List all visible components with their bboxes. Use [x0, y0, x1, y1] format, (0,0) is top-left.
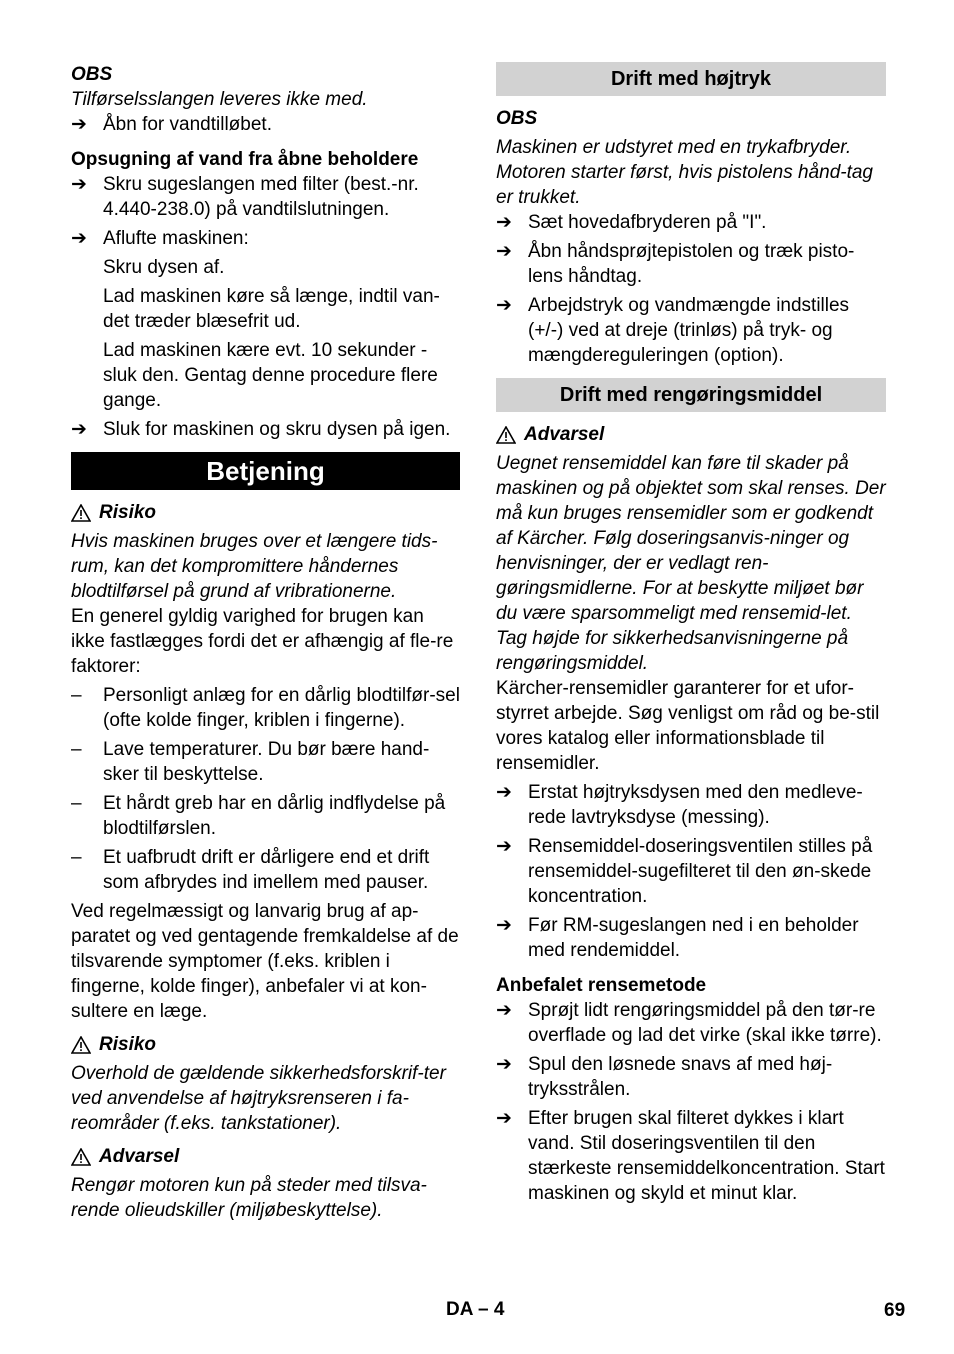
section-banner: Betjening [71, 452, 460, 490]
sub-step: Skru dysen af. [103, 257, 225, 278]
arrow-icon: ➔ [496, 1000, 512, 1021]
warning-text: Uegnet rensemiddel kan føre til skader på maskinen og på objektet som skal renses. Der må kun bruges rensemidler som er godkendt af Kärcher. Følg doseringsanvis-ninger og henvisninger, der er vedlagt ren-gøringsmidlerne. For at beskytte miljøet bør du være sparsommeligt med rensemid-let. [496, 453, 886, 624]
footer-section-label: DA – 4 [446, 1299, 505, 1320]
step-item: ➔ Arbejdstryk og vandmængde indstilles (+/-) ved at dreje (trinløs) på tryk- og mængdereguleringen (option). [496, 295, 850, 366]
warning-triangle-icon [71, 1148, 91, 1166]
dash-marker: – [71, 739, 82, 760]
arrow-icon: ➔ [496, 836, 512, 857]
note-text: Tag højde for sikkerhedsanvisningerne på rengøringsmiddel. [496, 628, 849, 674]
arrow-icon: ➔ [496, 1108, 512, 1129]
warning-heading: Advarsel [71, 1144, 460, 1169]
obs-text: Tilførselsslangen leveres ikke med. [71, 89, 368, 110]
section-subheading: Opsugning af vand fra åbne beholdere [71, 149, 419, 170]
step-item: ➔ Sluk for maskinen og skru dysen på igen. [71, 419, 451, 440]
step-item: ➔ Aflufte maskinen: [71, 228, 249, 249]
list-item: – Et hårdt greb har en dårlig indflydelse på blodtilførslen. [71, 793, 446, 839]
warning-text: Rengør motoren kun på steder med tilsva-rende olieudskiller (miljøbeskyttelse). [71, 1175, 427, 1221]
risk-heading: Risiko [71, 1032, 460, 1057]
step-item: ➔ Rensemiddel-doseringsventilen stilles på rensemiddel-sugefilteret til den øn-skede koncentration. [496, 836, 873, 907]
obs-label: OBS [71, 64, 113, 85]
step-item: ➔ Sæt hovedafbryderen på "I". [496, 212, 767, 233]
step-item: ➔ Åbn håndsprøjtepistolen og træk pisto-lens håndtag. [496, 241, 855, 287]
risk-heading: Risiko [71, 500, 460, 525]
step-item: ➔ Sprøjt lidt rengøringsmiddel på den tør-re overflade og lad det virke (skal ikke tørre). [496, 1000, 882, 1046]
sub-step: Lad maskinen køre så længe, indtil van-det træder blæsefrit ud. [103, 286, 440, 332]
right-column [496, 62, 886, 1206]
arrow-icon: ➔ [496, 241, 512, 262]
section-heading: Drift med rengøringsmiddel [496, 378, 886, 412]
dash-marker: – [71, 685, 82, 706]
section-subheading: Anbefalet rensemetode [496, 975, 707, 996]
sub-step: Lad maskinen kære evt. 10 sekunder - sluk den. Gentag denne procedure flere gange. [103, 340, 438, 411]
arrow-icon: ➔ [71, 419, 87, 440]
arrow-icon: ➔ [496, 212, 512, 233]
risk-text: Overhold de gældende sikkerhedsforskrif-ter ved anvendelse af højtryksrenseren i fa-reområder (f.eks. tankstationer). [71, 1063, 446, 1134]
list-item: – Personligt anlæg for en dårlig blodtilfør-sel (ofte kolde finger, kriblen i fingerne). [71, 685, 460, 731]
body-text: Ved regelmæssigt og lanvarig brug af ap-paratet og ved gentagende fremkaldelse af de tilsvarende symptomer (f.eks. kriblen i fingerne, kolde finger), anbefaler vi at kon-sultere en læge. [71, 901, 459, 1022]
body-text: Kärcher-rensemidler garanterer for et ufor-styrret arbejde. Søg venligst om råd og be-stil vores katalog eller informationsblade til rensemidler. [496, 678, 880, 774]
arrow-icon: ➔ [71, 114, 87, 135]
step-item: ➔ Erstat højtryksdysen med den medleve-rede lavtryksdyse (messing). [496, 782, 863, 828]
step-item: ➔ Spul den løsnede snavs af med høj-tryksstrålen. [496, 1054, 833, 1100]
step-item: ➔ Åbn for vandtilløbet. [71, 114, 272, 135]
obs-label: OBS [496, 108, 538, 129]
list-item: – Et uafbrudt drift er dårligere end et drift som afbrydes ind imellem med pauser. [71, 847, 430, 893]
step-item: ➔ Før RM-sugeslangen ned i en beholder med rendemiddel. [496, 915, 859, 961]
dash-marker: – [71, 793, 82, 814]
dash-marker: – [71, 847, 82, 868]
list-item: – Lave temperaturer. Du bør bære hand-sker til beskyttelse. [71, 739, 430, 785]
warning-triangle-icon [71, 504, 91, 522]
risk-text: Hvis maskinen bruges over et længere tids-rum, kan det kompromittere håndernes blodtilførsel på grund af vribrationerne. [71, 531, 438, 602]
left-column [71, 62, 460, 1223]
step-item: ➔ Skru sugeslangen med filter (best.-nr. 4.440-238.0) på vandtilslutningen. [71, 174, 419, 220]
warning-triangle-icon [496, 426, 516, 444]
warning-triangle-icon [71, 1036, 91, 1054]
arrow-icon: ➔ [496, 782, 512, 803]
arrow-icon: ➔ [71, 174, 87, 195]
obs-text: Maskinen er udstyret med en trykafbryder. Motoren starter først, hvis pistolens hånd-tag er trukket. [496, 137, 873, 208]
arrow-icon: ➔ [496, 1054, 512, 1075]
page-number: 69 [884, 1300, 906, 1321]
body-text: En generel gyldig varighed for brugen kan ikke fastlægges fordi det er afhængig af fle-re faktorer: [71, 606, 454, 677]
step-item: ➔ Efter brugen skal filteret dykkes i klart vand. Stil doseringsventilen til den stærkeste rensemiddelkoncentration. Start maskinen og skyld et minut klar. [496, 1108, 885, 1204]
warning-heading: Advarsel [496, 422, 886, 447]
section-heading: Drift med højtryk [496, 62, 886, 96]
arrow-icon: ➔ [496, 915, 512, 936]
arrow-icon: ➔ [496, 295, 512, 316]
arrow-icon: ➔ [71, 228, 87, 249]
